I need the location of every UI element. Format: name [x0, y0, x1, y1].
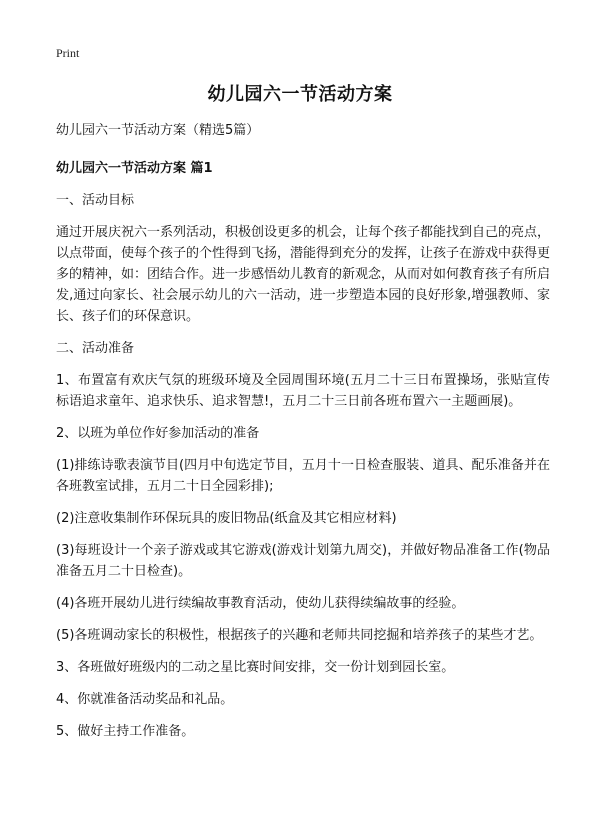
heading-activity-prep: 二、活动准备 [56, 341, 135, 356]
paragraph-prep-1: 1、布置富有欢庆气氛的班级环境及全园周围环境(五月二十三日布置操场，张贴宣传标语追求童年、追求快乐、追求智慧!，五月二十三日前各班布置六一主题画展)。 [56, 373, 550, 409]
print-label: Print [56, 46, 80, 60]
paragraph-prep-2-5: (5)各班调动家长的积极性，根据孩子的兴趣和老师共同挖掘和培养孩子的某些才艺。 [56, 628, 543, 643]
section-heading: 幼儿园六一节活动方案 篇1 [56, 161, 213, 176]
paragraph-prep-2-2: (2)注意收集制作环保玩具的废旧物品(纸盒及其它相应材料) [56, 511, 397, 526]
paragraph-prep-2-3: (3)每班设计一个亲子游戏或其它游戏(游戏计划第九周交)，并做好物品准备工作(物品准备五月二十日检查)。 [56, 543, 550, 579]
paragraph-prep-2-1: (1)排练诗歌表演节目(四月中旬选定节目，五月十一日检查服装、道具、配乐准备并在各班教室试排，五月二十日全园彩排); [56, 458, 550, 494]
document-title: 幼儿园六一节活动方案 [207, 84, 393, 105]
paragraph-goals: 通过开展庆祝六一系列活动，积极创设更多的机会，让每个孩子都能找到自己的亮点，以点带面，使每个孩子的个性得到飞扬，潜能得到充分的发挥，让孩子在游戏中获得更多的精神，如：团结合作。进一步感悟幼儿教育的新观念，从而对如何教育孩子有所启发,通过向家长、社会展示幼儿的六一活动，进一步塑造本园的良好形象,增强教师、家长、孩子们的环保意识。 [56, 225, 551, 324]
paragraph-prep-2: 2、以班为单位作好参加活动的准备 [56, 426, 260, 441]
paragraph-prep-2-4: (4)各班开展幼儿进行续编故事教育活动，使幼儿获得续编故事的经验。 [56, 596, 465, 611]
heading-activity-goals: 一、活动目标 [56, 193, 135, 208]
paragraph-prep-3: 3、各班做好班级内的二动之星比赛时间安排，交一份计划到园长室。 [56, 660, 455, 675]
paragraph-prep-5: 5、做好主持工作准备。 [56, 724, 195, 739]
document-body [56, 120, 550, 753]
document-subtitle: 幼儿园六一节活动方案（精选5篇） [56, 123, 260, 138]
paragraph-prep-4: 4、你就准备活动奖品和礼品。 [56, 692, 234, 707]
